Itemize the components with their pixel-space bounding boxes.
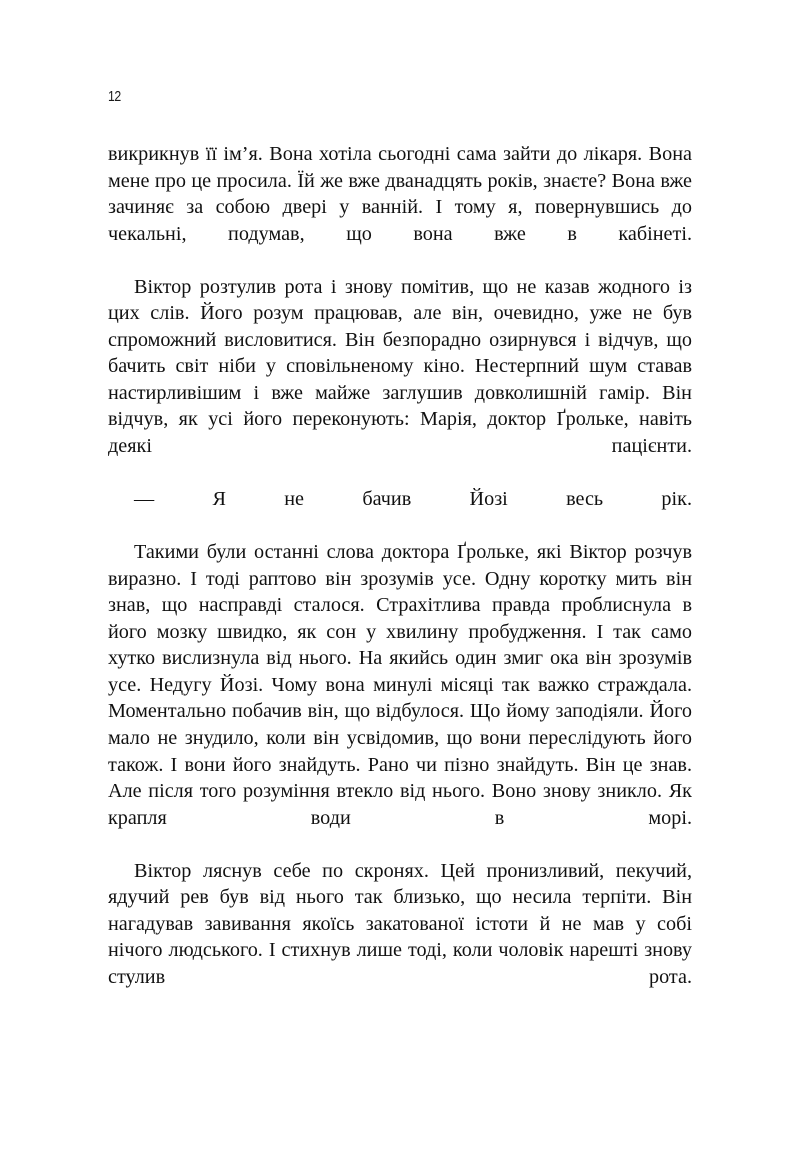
paragraph: Віктор ляснув себе по скронях. Цей пронизливий, пекучий, ядучий рев був від нього так близько, що несила терпіти. Він нагадував завивання якоїсь закатованої істоти й не мав у собі нічого людського. І стихнув лише тоді, коли чоловік нарешті знову стулив рота.: [108, 859, 692, 988]
paragraph: Такими були останні слова доктора Ґролькe, які Віктор розчув виразно. І тоді раптово він зрозумів усе. Одну коротку мить він знав, що насправді сталося. Страхітлива правда проблиснула в його мозку швидко, як сон у хвилину пробудження. І так само хутко вислизнула від нього. На якийсь один змиг ока він зрозумів усе. Недугу Йозі. Чому вона минулі місяці так важко страждала. Моментально побачив він, що відбулося. Що йому заподіяли. Його мало не знудило, коли він усвідомив, що вони переслідують його також. І вони його знайдуть. Рано чи пізно знайдуть. Він це знав. Але після того розуміння втекло від нього. Воно знову зникло. Як крапля води в морі.: [108, 541, 692, 829]
page-number: 12: [108, 88, 121, 105]
paragraph: викрикнув її ім’я. Вона хотіла сьогодні сама зайти до лікаря. Вона мене про це просила. Їй же вже дванадцять років, знаєте? Вона вже зачиняє за собою двері у ванній. І тому я, повернувшись до чекальні, подумав, що вона вже в кабінеті.: [108, 143, 692, 245]
paragraph: Віктор розтулив рота і знову помітив, що не казав жодного із цих слів. Його розум працював, але він, очевидно, уже не був спроможний висловитися. Він безпорадно озирнувся і відчув, що бачить світ ніби у сповільненому кіно. Нестерпний шум ставав настирливішим і вже майже заглушив довколишній гамір. Він відчув, як усі його переконують: Марія, доктор Ґролькe, навіть деякі пацієнти.: [108, 275, 692, 458]
paragraph-dialogue: — Я не бачив Йозі весь рік.: [134, 488, 692, 511]
body-text-block: [108, 141, 692, 1017]
